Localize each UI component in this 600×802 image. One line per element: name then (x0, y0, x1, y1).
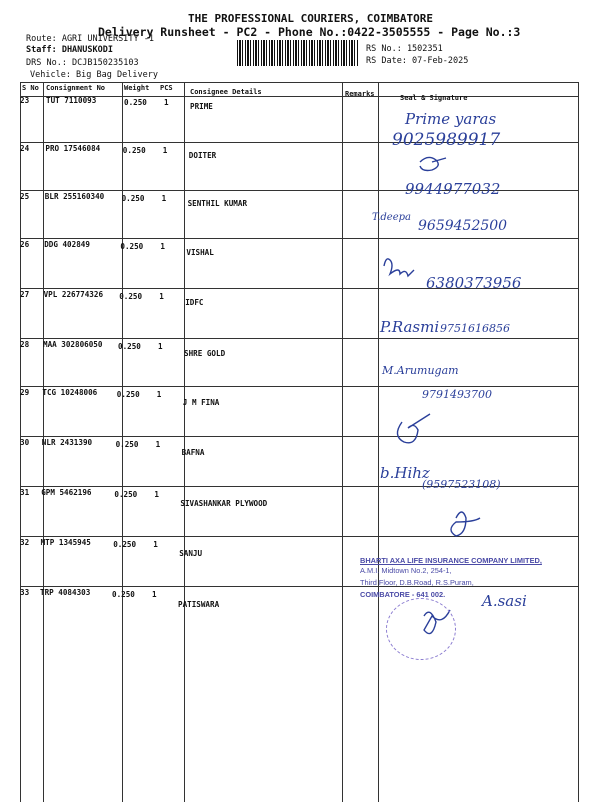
company-stamp-line3: Third Floor, D.B.Road, R.S.Puram, (360, 578, 474, 587)
route-label: Route: AGRI UNIVERSITY -1 (26, 34, 154, 44)
row-consignment-no: NLR 2431390 (41, 438, 93, 447)
signature-scribble (380, 150, 600, 650)
signature-text: A.sasi (482, 592, 527, 610)
phone-handwritten: 9659452500 (418, 218, 508, 234)
row-weight: 0.250 (116, 390, 140, 399)
row-pcs: 1 (160, 242, 165, 251)
company-stamp-line1: BHARTI AXA LIFE INSURANCE COMPANY LIMITED, (360, 556, 542, 565)
row-consignee: VISHAL (186, 247, 214, 257)
row-weight: 0.250 (120, 242, 144, 251)
row-weight: 0.250 (122, 146, 146, 155)
round-seal (386, 598, 456, 660)
row-weight: 0.250 (112, 590, 135, 599)
col-header-consignment: Consignment No (46, 84, 106, 92)
row-consignee: PRIME (190, 102, 213, 111)
row-weight: 0.250 (113, 540, 137, 549)
row-pcs: 1 (154, 490, 159, 499)
phone-handwritten: (9597523108) (422, 478, 501, 491)
company-stamp-line4: COIMBATORE - 641 002. (360, 590, 446, 599)
row-sno: 23 (20, 96, 30, 105)
signature-text: b.Hihz (380, 464, 430, 482)
row-sno: 27 (20, 290, 30, 299)
row-consignment-no: TCG 10248006 (42, 388, 98, 397)
row-pcs: 1 (152, 590, 157, 599)
row-sno: 25 (20, 192, 30, 201)
row-pcs: 1 (162, 146, 168, 155)
row-weight: 0.250 (121, 194, 145, 203)
signature-text: M.Arumugam (382, 364, 459, 377)
row-consignment-no: GPM 5462196 (41, 488, 92, 497)
row-sno: 24 (20, 144, 30, 153)
staff-label: Staff: DHANUSKODI (26, 45, 113, 55)
row-consignment-no: MAA 302806050 (43, 340, 103, 349)
signature-text: T.deepa (372, 212, 411, 223)
row-sno: 33 (20, 588, 30, 597)
row-sno: 30 (20, 438, 30, 447)
company-title: THE PROFESSIONAL COURIERS, COIMBATORE (188, 12, 434, 25)
row-consignee: BAFNA (181, 448, 205, 458)
signature-text: Prime yaras (405, 110, 497, 128)
phone-handwritten: 9791493700 (422, 388, 492, 401)
row-consignee: PATISWARA (178, 600, 220, 609)
row-consignee: SIVASHANKAR PLYWOOD (180, 498, 268, 508)
row-pcs: 1 (153, 540, 158, 549)
phone-handwritten: 9751616856 (440, 322, 510, 335)
phone-handwritten: 9944977032 (405, 180, 501, 198)
row-consignee: SENTHIL KUMAR (187, 199, 248, 209)
row-pcs: 1 (158, 342, 163, 351)
col-header-consignee: Consignee Details (190, 88, 262, 96)
col-header-weight: Weight (124, 84, 150, 92)
row-consignment-no: VPL 226774326 (43, 290, 104, 299)
row-weight: 0.250 (124, 98, 147, 107)
row-pcs: 1 (156, 390, 162, 399)
barcode (237, 40, 359, 66)
company-stamp-line2: A.M.I. Midtown No.2, 254-1, (360, 566, 452, 575)
row-sno: 29 (20, 388, 30, 397)
drs-label: DRS No.: DCJB150235103 (26, 58, 139, 68)
row-consignment-no: TUT 7110093 (46, 96, 97, 105)
row-consignee: J M FINA (182, 397, 220, 407)
row-weight: 0.250 (115, 440, 139, 449)
rs-date-label: RS Date: 07-Feb-2025 (366, 56, 469, 66)
row-sno: 26 (20, 240, 30, 249)
row-weight: 0.250 (114, 490, 138, 499)
row-consignment-no: BLR 255160340 (44, 192, 105, 201)
col-header-sno: S No (22, 84, 39, 92)
row-pcs: 1 (159, 292, 164, 301)
col-header-signature: Seal & Signature (400, 94, 468, 102)
row-consignee: SANJU (179, 549, 203, 559)
signature-text: P.Rasmi (380, 318, 440, 336)
rs-no-label: RS No.: 1502351 (366, 44, 443, 54)
row-consignee: SHRE GOLD (184, 349, 226, 358)
row-pcs: 1 (155, 440, 161, 449)
row-pcs: 1 (164, 98, 169, 107)
row-consignment-no: DDG 402849 (44, 240, 90, 249)
row-weight: 0.250 (119, 292, 143, 301)
row-consignment-no: TRP 4084303 (40, 588, 91, 597)
row-weight: 0.250 (118, 342, 141, 351)
row-consignee: DOITER (188, 150, 217, 160)
col-header-remarks: Remarks (345, 90, 375, 98)
row-sno: 32 (20, 538, 30, 547)
phone-handwritten: 9025989917 (392, 130, 501, 150)
row-sno: 28 (20, 340, 30, 349)
row-consignment-no: PRO 17546084 (45, 144, 101, 153)
row-consignee: IDFC (185, 298, 204, 308)
runsheet-subtitle: Delivery Runsheet - PC2 - Phone No.:0422-3505555 - Page No.:3 (98, 25, 521, 39)
phone-handwritten: 6380373956 (426, 274, 522, 292)
vehicle-label: Vehicle: Big Bag Delivery (30, 70, 158, 80)
row-sno: 31 (20, 488, 30, 497)
row-consignment-no: MTP 1345945 (40, 538, 91, 547)
col-header-pcs: PCS (160, 84, 173, 92)
row-pcs: 1 (161, 194, 167, 203)
